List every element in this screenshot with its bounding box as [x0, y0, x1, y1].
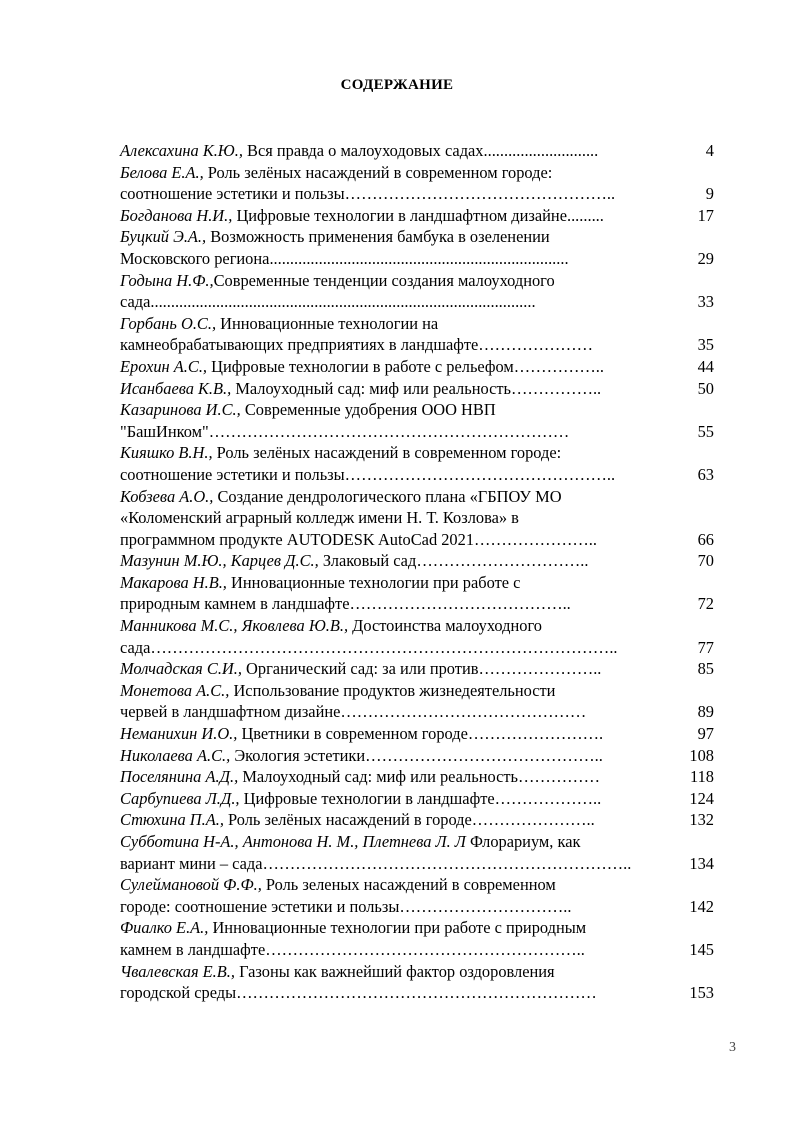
toc-entry-text [120, 205, 676, 227]
toc-entry-leader: ………………………….. [416, 551, 589, 571]
toc-entry-page: 77 [697, 637, 714, 657]
toc-entry-text [120, 313, 676, 356]
toc-entry-text [120, 486, 676, 551]
toc-entry [120, 378, 716, 400]
toc-entry-leader: ………………………………………….. [344, 184, 616, 204]
toc-entry-text [120, 615, 676, 658]
toc-entry-title-cont: вариант мини – сада [120, 853, 263, 873]
toc-entry-author: Стюхина П.А., [120, 810, 224, 830]
toc-entry [120, 356, 716, 378]
toc-entry-author: Сулеймановой Ф.Ф., [120, 875, 262, 895]
toc-entry [120, 550, 716, 572]
toc-entry-title: Современные удобрения ООО НВП [240, 400, 496, 420]
toc-entry-title: Органический сад: за или против [241, 659, 479, 679]
toc-entry [120, 961, 716, 1004]
toc-entry-page: 89 [697, 702, 714, 722]
toc-entry-author: Манникова М.С., Яковлева Ю.В., [120, 616, 349, 636]
toc-entry-title-cont: сада [120, 637, 151, 657]
toc-entry-text [120, 831, 676, 874]
toc-entry-page: 9 [705, 184, 714, 204]
toc-entry [120, 745, 716, 767]
toc-entry-author: Казаринова И.С., [120, 400, 241, 420]
toc-entry-leader: …………………………………….. [365, 745, 603, 765]
toc-entry [120, 723, 716, 745]
toc-entry [120, 140, 716, 162]
toc-entry [120, 399, 716, 442]
toc-entry-leader: ………………………………………………………… [208, 421, 570, 441]
toc-entry-title-cont: камнеобрабатывающих предприятиях в ландшафте [120, 335, 479, 355]
toc-entry-title-cont: сада [120, 292, 151, 312]
toc-entry-page: 33 [697, 292, 714, 312]
toc-entry [120, 226, 716, 269]
toc-entry-author: Николаева А.С., [120, 745, 231, 765]
toc-entry-text [120, 399, 676, 442]
toc-entry-page: 29 [697, 248, 714, 268]
toc-entry-leader: …………….. [511, 378, 602, 398]
toc-entry [120, 809, 716, 831]
toc-entry-title: Роль зеленых насаждений в современном [261, 875, 556, 895]
toc-entry-title: Экология эстетики [230, 745, 366, 765]
toc-entry [120, 205, 716, 227]
toc-entry-author: Исанбаева К.В., [120, 378, 232, 398]
toc-entry-page: 72 [697, 594, 714, 614]
toc-entry-author: Фиалко Е.А., [120, 918, 209, 938]
toc-entry-page: 108 [689, 745, 714, 765]
toc-entry-leader: ………………………………………….. [344, 464, 616, 484]
toc-entry-text [120, 270, 676, 313]
toc-entry-text [120, 572, 676, 615]
toc-entry-leader: …………… [518, 767, 600, 787]
toc-entry-title: Создание дендрологического плана «ГБПОУ МО [213, 486, 562, 506]
toc-entry-title: Использование продуктов жизнедеятельности [229, 680, 556, 700]
toc-entry-author: Мазунин М.Ю., Карцев Д.С., [120, 551, 319, 571]
toc-entry [120, 270, 716, 313]
toc-entry-page: 97 [697, 724, 714, 744]
toc-entry-title: Инновационные технологии на [216, 313, 439, 333]
document-title: СОДЕРЖАНИЕ [340, 77, 454, 93]
toc-entry-title: Цифровые технологии в работе с рельефом [207, 356, 514, 376]
toc-entry-text [120, 356, 676, 378]
toc-entry-title: Инновационные технологии при работе с природным [208, 918, 587, 938]
toc-entry-title: Малоуходный сад: миф или реальность [238, 767, 518, 787]
toc-entry-title: Возможность применения бамбука в озеленении [206, 227, 550, 247]
toc-entry-author: Буцкий Э.А., [120, 227, 207, 247]
toc-entry-leader: ……………………………………… [340, 702, 587, 722]
toc-entry-leader: ......................................................................... [269, 248, 569, 268]
toc-entry [120, 486, 716, 551]
toc-entry-page: 142 [689, 896, 714, 916]
toc-entry-title-cont: камнем в ландшафте [120, 939, 266, 959]
toc-entry [120, 766, 716, 788]
toc-entry-title: Инновационные технологии при работе с [226, 572, 521, 592]
toc-entry-text [120, 658, 676, 680]
toc-entry-page: 17 [697, 205, 714, 225]
toc-entry-author: Макарова Н.В., [120, 572, 227, 592]
toc-entry-text [120, 550, 676, 572]
toc-entry-title-cont: природным камнем в ландшафте [120, 594, 350, 614]
toc-entry-title: Цифровые технологии в ландшафте [239, 788, 495, 808]
toc-entry [120, 313, 716, 356]
toc-entry-author: Сарбупиева Л.Д., [120, 788, 240, 808]
toc-entry-page: 66 [697, 529, 714, 549]
toc-entry [120, 874, 716, 917]
toc-entry-title-cont: соотношение эстетики и пользы [120, 464, 345, 484]
toc-entry-text [120, 378, 676, 400]
toc-entry-author: Богданова Н.И., [120, 205, 233, 225]
toc-entry-text [120, 723, 676, 745]
toc-entry-title-cont: Московского региона [120, 248, 270, 268]
toc-entry-author: Алексахина К.Ю., [120, 141, 243, 160]
toc-entry-author: Молчадская С.И., [120, 659, 242, 679]
toc-entry-author: Кобзева А.О., [120, 486, 214, 506]
toc-entry-title: Злаковый сад [318, 551, 417, 571]
toc-entry-text [120, 162, 676, 205]
toc-entry-title-cont: городе: соотношение эстетики и пользы [120, 896, 400, 916]
toc-entry-text [120, 961, 676, 1004]
toc-entry-title-cont: программном продукте AUTODESK AutoCad 2021 [120, 529, 475, 549]
toc-entry-text [120, 442, 676, 485]
page-number: 3 [729, 1040, 736, 1055]
toc-entry-text [120, 788, 676, 810]
toc-entry-author: Годына Н.Ф., [120, 270, 214, 290]
toc-entry-page: 85 [697, 659, 714, 679]
toc-entry-leader: ………………… [478, 335, 594, 355]
toc-entry-title: Достоинства малоуходного [348, 616, 542, 636]
toc-entry-text [120, 226, 676, 269]
toc-entry-page: 118 [690, 767, 714, 787]
toc-entry-leader: ………………………………………………………… [236, 983, 597, 1003]
toc-entry-title-cont: червей в ландшафтном дизайне [120, 702, 341, 722]
toc-entry-page: 63 [697, 464, 714, 484]
toc-entry-title: Малоуходный сад: миф или реальность [231, 378, 511, 398]
table-of-contents [120, 140, 716, 1004]
toc-entry-text [120, 809, 676, 831]
toc-entry-text [120, 917, 676, 960]
toc-entry-author: Чвалевская Е.В., [120, 961, 235, 981]
toc-entry-page: 35 [697, 335, 714, 355]
toc-entry-leader: .............................................................................................. [150, 292, 536, 312]
toc-entry-leader: ………………………………….. [349, 594, 571, 614]
toc-entry-leader: ………………….. [471, 810, 595, 830]
toc-entry [120, 917, 716, 960]
toc-entry-title: Цифровые технологии в ландшафтном дизайне [232, 205, 567, 225]
toc-entry-leader: ………………….. [474, 529, 597, 549]
toc-entry-page: 134 [689, 853, 714, 873]
toc-entry-title: Роль зелёных насаждений в современном городе: [212, 443, 562, 463]
toc-entry-title: Вся правда о малоуходовых садах [242, 141, 484, 160]
toc-entry-author: Субботина Н-А., Антонова Н. М., Плетнева Л. Л [120, 832, 466, 851]
toc-entry [120, 658, 716, 680]
toc-entry-page: 50 [697, 378, 714, 398]
toc-entry-page: 44 [697, 356, 714, 376]
toc-entry-title: Флорариум, как [465, 832, 581, 851]
toc-entry-author: Горбань О.С., [120, 313, 217, 333]
toc-entry-leader: ………………………….. [399, 896, 572, 916]
toc-entry-leader: ……………………. [467, 724, 604, 744]
toc-entry-title-cont: городской среды [120, 983, 237, 1003]
toc-entry-text [120, 766, 676, 788]
toc-entry-title-cont: «Коломенский аграрный колледж имени Н. Т. Козлова» в [120, 508, 519, 528]
toc-entry-leader: ......... [566, 205, 604, 225]
toc-entry-text [120, 140, 676, 162]
toc-entry-author: Белова Е.А., [120, 162, 204, 182]
toc-entry-leader: ……………….. [494, 788, 602, 808]
toc-entry-author: Кияшко В.Н., [120, 443, 213, 463]
toc-entry [120, 442, 716, 485]
toc-entry [120, 615, 716, 658]
toc-entry-author: Ерохин А.С., [120, 356, 208, 376]
toc-entry-page: 124 [689, 788, 714, 808]
toc-entry-title: Цветники в современном городе [237, 724, 468, 744]
toc-entry [120, 788, 716, 810]
toc-entry-title: Роль зелёных насаждений в современном городе: [203, 162, 553, 182]
toc-entry [120, 831, 716, 874]
toc-entry-title-cont: "БашИнком" [120, 421, 209, 441]
toc-entry-page: 132 [689, 810, 714, 830]
toc-entry-author: Монетова А.С., [120, 680, 230, 700]
toc-entry [120, 680, 716, 723]
toc-entry-page: 153 [689, 983, 714, 1003]
toc-entry-title: Газоны как важнейший фактор оздоровления [234, 961, 555, 981]
toc-entry-leader: …………….. [513, 356, 604, 376]
toc-entry-title: Современные тенденции создания малоуходного [213, 270, 555, 290]
toc-entry-leader: ………………………………………………….. [265, 939, 585, 959]
toc-entry-title-cont: соотношение эстетики и пользы [120, 184, 345, 204]
toc-entry-leader: ………………………………………………………………………….. [150, 637, 618, 657]
toc-entry-author: Поселянина А.Д., [120, 767, 239, 787]
toc-entry-text [120, 874, 676, 917]
toc-entry [120, 572, 716, 615]
toc-entry-page: 55 [697, 421, 714, 441]
toc-entry-text [120, 680, 676, 723]
toc-entry-title: Роль зелёных насаждений в городе [223, 810, 472, 830]
toc-entry-leader: ………………….. [478, 659, 602, 679]
toc-entry-leader: ............................ [483, 141, 599, 160]
toc-entry-text [120, 745, 676, 767]
toc-entry-page: 4 [705, 141, 714, 160]
toc-entry-page: 145 [689, 939, 714, 959]
toc-entry-author: Неманихин И.О., [120, 724, 238, 744]
toc-entry-page: 70 [697, 551, 714, 571]
toc-entry [120, 162, 716, 205]
toc-entry-leader: ………………………………………………………….. [262, 853, 632, 873]
